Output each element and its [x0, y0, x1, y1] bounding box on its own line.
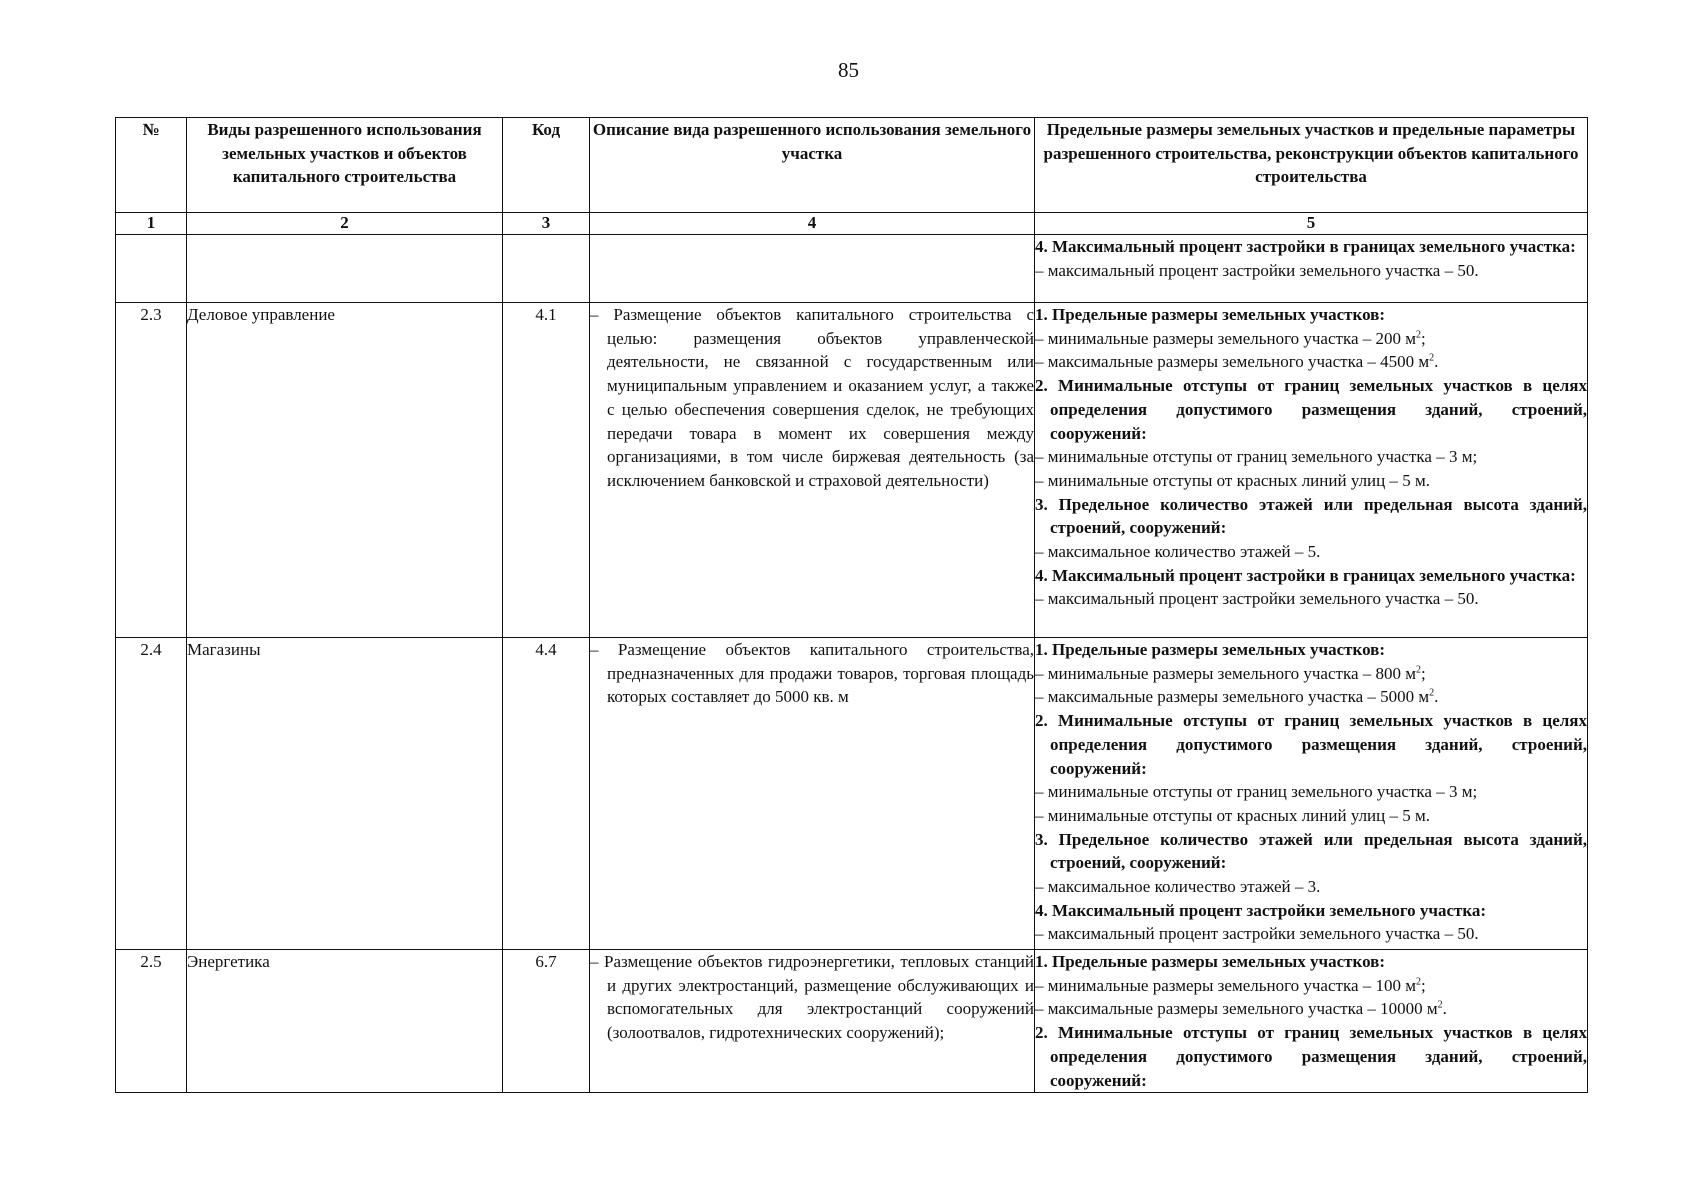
param-heading: 3. Предельное количество этажей или предельная высота зданий, строений, сооружений: — [1035, 829, 1587, 873]
param-value: – минимальные отступы от красных линий улиц – 5 м. — [1035, 470, 1431, 490]
param-value: – минимальные отступы от границ земельного участка – 3 м; — [1035, 447, 1478, 467]
param-value: – максимальное количество этажей – 5. — [1035, 542, 1321, 562]
column-number-row — [116, 213, 1588, 235]
column-number: 2 — [187, 213, 503, 235]
parameters-cell — [1035, 638, 1588, 950]
header-parameters: Предельные размеры земельных участков и предельные параметры разрешенного строительства, реконструкции объектов капитального строительства — [1035, 118, 1588, 213]
table-row — [116, 950, 1588, 1093]
description-cell — [590, 638, 1035, 950]
cell-empty — [116, 235, 187, 303]
param-heading: 4. Максимальный процент застройки в границах земельного участка: — [1035, 565, 1576, 585]
header-number: № — [116, 118, 187, 213]
use-code: 4.1 — [503, 303, 590, 638]
param-value: – максимальное количество этажей – 3. — [1035, 877, 1321, 897]
land-use-table — [115, 117, 1588, 1093]
description-cell — [590, 950, 1035, 1093]
param-value: – максимальные размеры земельного участка – 5000 $м^2$. — [1035, 687, 1439, 707]
param-value: – минимальные отступы от границ земельного участка – 3 м; — [1035, 782, 1478, 802]
page-number: 85 — [838, 58, 859, 82]
param-value: – максимальные размеры земельного участка – 4500 $м^2$. — [1035, 352, 1439, 372]
parameters-cell — [1035, 235, 1588, 303]
param-value: – минимальные отступы от красных линий улиц – 5 м. — [1035, 805, 1431, 825]
description-cell — [590, 303, 1035, 638]
column-number: 1 — [116, 213, 187, 235]
param-heading: 1. Предельные размеры земельных участков: — [1035, 305, 1386, 324]
param-value: – максимальный процент застройки земельного участка – 50. — [1035, 260, 1479, 280]
use-code: 6.7 — [503, 950, 590, 1093]
param-heading: 2. Минимальные отступы от границ земельных участков в целях определения допустимого размещения зданий, строений, сооружений: — [1035, 711, 1587, 778]
param-heading: 4. Максимальный процент застройки в границах земельного участка: — [1035, 237, 1576, 256]
use-type-name: Деловое управление — [187, 303, 503, 638]
param-value: – максимальный процент застройки земельного участка – 50. — [1035, 589, 1479, 609]
header-row — [116, 118, 1588, 213]
table-row — [116, 303, 1588, 638]
param-value: – минимальные размеры земельного участка – 100 $м^2$; — [1035, 975, 1426, 995]
table-row — [116, 638, 1588, 950]
cell-empty — [503, 235, 590, 303]
use-type-name: Энергетика — [187, 950, 503, 1093]
cell-empty — [590, 235, 1035, 303]
param-heading: 2. Минимальные отступы от границ земельных участков в целях определения допустимого размещения зданий, строений, сооружений: — [1035, 376, 1587, 443]
param-heading: 4. Максимальный процент застройки земельного участка: — [1035, 900, 1487, 920]
param-heading: 1. Предельные размеры земельных участков: — [1035, 952, 1386, 971]
column-number: 5 — [1035, 213, 1588, 235]
param-heading: 2. Минимальные отступы от границ земельных участков в целях определения допустимого размещения зданий, строений, сооружений: — [1035, 1023, 1587, 1090]
param-heading: 3. Предельное количество этажей или предельная высота зданий, строений, сооружений: — [1035, 494, 1587, 538]
param-heading: 1. Предельные размеры земельных участков: — [1035, 640, 1386, 659]
row-number: 2.3 — [116, 303, 187, 638]
description-text: – Размещение объектов гидроэнергетики, тепловых станций и других электростанций, размещение обслуживающих и вспомогательных для электростанций сооружений (золоотвалов, гидротехнических сооружений); — [590, 952, 1034, 1043]
description-text: – Размещение объектов капитального строительства, предназначенных для продажи товаров, торговая площадь которых составляет до 5000 кв. м — [590, 640, 1034, 707]
parameters-cell — [1035, 303, 1588, 638]
header-code: Код — [503, 118, 590, 213]
table-row — [116, 235, 1588, 303]
column-number: 4 — [590, 213, 1035, 235]
column-number: 3 — [503, 213, 590, 235]
use-code: 4.4 — [503, 638, 590, 950]
param-value: – максимальные размеры земельного участка – 10000 $м^2$. — [1035, 999, 1447, 1019]
param-value: – минимальные размеры земельного участка – 200 $м^2$; — [1035, 328, 1426, 348]
header-description: Описание вида разрешенного использования земельного участка — [590, 118, 1035, 213]
row-number: 2.4 — [116, 638, 187, 950]
description-text: – Размещение объектов капитального строительства с целью: размещения объектов управленческой деятельности, не связанной с государственным или муниципальным управлением и оказанием услуг, а также с целью обеспечения совершения сделок, не требующих передачи товара в момент их совершения между организациями, в том числе биржевая деятельность (за исключением банковской и страховой деятельности) — [590, 305, 1034, 490]
row-number: 2.5 — [116, 950, 187, 1093]
parameters-cell — [1035, 950, 1588, 1093]
header-use-types: Виды разрешенного использования земельных участков и объектов капитального строительства — [187, 118, 503, 213]
param-value: – максимальный процент застройки земельного участка – 50. — [1035, 924, 1479, 944]
use-type-name: Магазины — [187, 638, 503, 950]
cell-empty — [187, 235, 503, 303]
param-value: – минимальные размеры земельного участка – 800 $м^2$; — [1035, 663, 1426, 683]
